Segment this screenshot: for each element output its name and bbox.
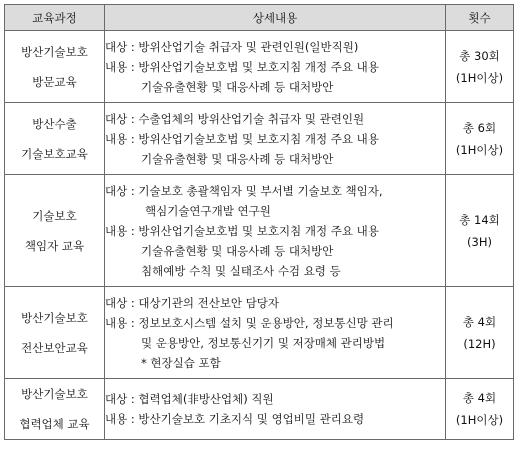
detail-cell (105, 175, 446, 287)
table-row (5, 103, 514, 175)
target-line: 핵심기술연구개발 연구원 (145, 203, 271, 218)
course-name-line: 방산수출 (32, 116, 77, 131)
count-hours: (12H) (463, 336, 496, 351)
count-cell (446, 175, 514, 287)
content-line: 및 운용방안, 정보통신기기 및 저장매체 관리방법 (141, 335, 386, 350)
table-row (5, 31, 514, 103)
content-line: 침해예방 수칙 및 실태조사 수검 요령 등 (141, 263, 341, 278)
course-cell (5, 175, 105, 287)
course-cell (5, 379, 105, 440)
count-hours: (3H) (467, 234, 492, 249)
course-name-line: 방산기술보호 (21, 310, 88, 325)
header-count: 횟수 (446, 5, 514, 31)
detail-cell (105, 287, 446, 379)
count-cell (446, 287, 514, 379)
count-total: 총 30회 (459, 48, 500, 63)
target-line: 대상 : 방위산업기술 취급자 및 관련인원(일반직원) (105, 39, 359, 54)
course-name-line: 기술보호 (32, 208, 77, 223)
count-hours: (1H이상) (455, 70, 504, 85)
course-cell (5, 103, 105, 175)
course-name-line: 전산보안교육 (21, 340, 88, 355)
count-total: 총 14회 (459, 212, 500, 227)
course-name-line: 방문교육 (32, 74, 77, 89)
count-total: 총 4회 (462, 391, 497, 405)
count-hours: (1H이상) (455, 142, 504, 157)
detail-cell (105, 379, 446, 440)
content-line: 기술유출현황 및 대응사례 등 대처방안 (141, 243, 334, 258)
course-name-line: 방산기술보호 (21, 44, 88, 59)
target-line: 대상 : 수출업체의 방위산업기술 취급자 및 관련인원 (105, 111, 365, 126)
content-line: 기술유출현황 및 대응사례 등 대처방안 (141, 151, 334, 166)
content-line: 내용 : 방산기술보호 기초지식 및 영업비밀 관리요령 (105, 412, 365, 426)
table-row (5, 175, 514, 287)
content-line: 기술유출현황 및 대응사례 등 대처방안 (141, 79, 334, 94)
content-line: * 현장실습 포함 (141, 355, 221, 370)
content-line: 내용 : 방위산업기술보호법 및 보호지침 개정 주요 내용 (105, 59, 379, 74)
table-row (5, 287, 514, 379)
header-detail: 상세내용 (105, 5, 446, 31)
count-cell (446, 379, 514, 440)
target-line: 대상 : 협력업체(非방산업체) 직원 (105, 392, 274, 406)
content-line: 내용 : 방위산업기술보호법 및 보호지침 개정 주요 내용 (105, 223, 379, 238)
course-name-line: 방산기술보호 (21, 387, 88, 401)
count-hours: (1H이상) (455, 413, 504, 427)
course-name-line: 책임자 교육 (24, 238, 85, 253)
course-name-line: 협력업체 교육 (19, 417, 90, 431)
count-cell (446, 31, 514, 103)
education-table (4, 4, 514, 440)
course-cell (5, 287, 105, 379)
detail-cell (105, 103, 446, 175)
course-cell (5, 31, 105, 103)
target-line: 대상 : 대상기관의 전산보안 담당자 (105, 295, 280, 310)
count-total: 총 6회 (462, 120, 497, 135)
header-row (5, 5, 514, 31)
table-row (5, 379, 514, 440)
count-cell (446, 103, 514, 175)
detail-cell (105, 31, 446, 103)
target-line: 대상 : 기술보호 총괄책임자 및 부서별 기술보호 책임자, (105, 183, 383, 198)
content-line: 내용 : 방위산업기술보호법 및 보호지침 개정 주요 내용 (105, 131, 379, 146)
count-total: 총 4회 (462, 314, 497, 329)
header-course: 교육과정 (5, 5, 105, 31)
course-name-line: 기술보호교육 (21, 146, 88, 161)
content-line: 내용 : 정보보호시스템 설치 및 운용방안, 정보통신망 관리 (105, 315, 394, 330)
